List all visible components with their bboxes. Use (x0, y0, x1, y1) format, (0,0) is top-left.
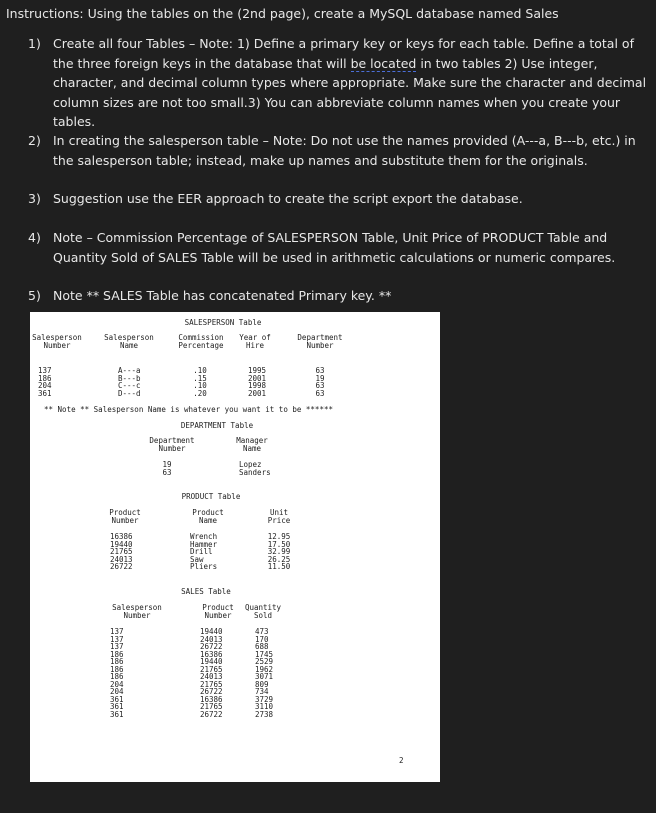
item-number: 2) (28, 133, 41, 148)
item-text: In creating the salesperson table – Note: Do not use the names provided (A---a, B---b, etc.) in the salesperson table; instead, make up names and substitute them for the originals. (53, 133, 636, 168)
cell: 170 (255, 634, 269, 644)
cell: 24013 (200, 672, 223, 681)
document-page (30, 312, 440, 782)
cell: 361 (38, 388, 52, 398)
item-text: Suggestion use the EER approach to create the script export the database. (53, 191, 523, 206)
instruction-item-2 (28, 131, 648, 170)
cell: 186 (110, 657, 124, 666)
column-header: Department (297, 333, 343, 342)
column-header: Salesperson (112, 603, 162, 612)
cell: Pliers (190, 562, 218, 571)
cell: 204 (110, 687, 124, 696)
item-number: 1) (28, 36, 41, 51)
cell: .10 (193, 381, 207, 390)
cell: 21765 (200, 679, 223, 689)
cell: 361 (110, 709, 124, 719)
cell: 17.50 (267, 539, 291, 549)
cell: 19440 (110, 539, 133, 549)
cell: 473 (255, 627, 269, 636)
cell: 24013 (110, 554, 133, 564)
cell: 26722 (200, 687, 223, 696)
cell: 21765 (110, 547, 133, 556)
cell: C---c (118, 381, 141, 390)
cell: 63 (315, 366, 325, 375)
cell: 186 (110, 649, 124, 659)
cell: 19440 (200, 627, 223, 636)
column-header: Sold (253, 611, 273, 620)
cell: 186 (110, 664, 124, 674)
cell: 2529 (255, 657, 274, 666)
cell: 1962 (255, 664, 274, 674)
cell: 16386 (200, 694, 223, 704)
column-header: Commission (178, 333, 224, 342)
cell: 137 (110, 627, 124, 636)
column-header: Unit (269, 508, 289, 517)
cell: 734 (255, 687, 269, 696)
item-number: 4) (28, 230, 41, 245)
cell: 16386 (200, 649, 223, 659)
cell: 361 (110, 702, 124, 711)
cell: 2001 (247, 373, 267, 383)
cell: 19 (315, 373, 325, 383)
cell: 137 (38, 366, 52, 375)
table-title: PRODUCT Table (181, 492, 241, 501)
cell: 137 (110, 634, 124, 644)
table-title: SALES Table (181, 587, 231, 596)
cell: 137 (110, 642, 124, 651)
cell: Drill (190, 547, 213, 556)
cell: 186 (38, 373, 52, 383)
cell: 63 (162, 467, 172, 477)
column-header: Hire (245, 341, 265, 350)
column-header: Number (123, 611, 151, 620)
cell: 26722 (110, 562, 133, 571)
column-header: Number (306, 341, 334, 350)
column-header: Product (192, 508, 224, 517)
instruction-item-1 (28, 34, 648, 132)
table-title: SALESPERSON Table (184, 318, 262, 327)
instruction-item-4 (28, 228, 648, 267)
column-header: Percentage (178, 341, 224, 350)
column-header: Price (267, 516, 291, 525)
column-header: Name (119, 341, 139, 350)
cell: 63 (315, 381, 325, 390)
cell: B---b (118, 373, 141, 383)
page-number: 2 (399, 756, 404, 765)
instruction-item-3 (28, 189, 648, 209)
cell: Saw (190, 554, 204, 564)
cell: 26.25 (267, 554, 291, 564)
cell: 26722 (200, 709, 223, 719)
column-header: Number (43, 341, 71, 350)
column-header: Quantity (244, 603, 282, 612)
cell: 21765 (200, 664, 223, 674)
cell: 688 (255, 642, 269, 651)
cell: .20 (193, 388, 207, 398)
cell: 204 (110, 679, 124, 689)
cell: Lopez (239, 460, 262, 469)
cell: 204 (38, 381, 52, 390)
column-header: Department (149, 436, 195, 445)
column-header: Salesperson (104, 333, 154, 342)
column-header: Product (202, 603, 234, 612)
cell: 3110 (255, 702, 274, 711)
cell: Sanders (239, 467, 271, 477)
table-title: DEPARTMENT Table (180, 421, 254, 430)
cell: 11.50 (267, 562, 291, 571)
cell: 1745 (255, 649, 274, 659)
cell: Hammer (190, 539, 218, 549)
cell: 1998 (247, 381, 267, 390)
cell: 24013 (200, 634, 223, 644)
cell: 186 (110, 672, 124, 681)
column-header: Number (204, 611, 232, 620)
cell: 32.99 (267, 547, 291, 556)
cell: 2001 (247, 388, 267, 398)
cell: 12.95 (267, 532, 291, 541)
cell: 21765 (200, 702, 223, 711)
item-number: 3) (28, 191, 41, 206)
cell: 19 (162, 460, 172, 469)
cell: 3729 (255, 694, 274, 704)
cell: 809 (255, 679, 269, 689)
cell: 16386 (110, 532, 133, 541)
cell: 63 (315, 388, 325, 398)
cell: .15 (193, 373, 207, 383)
item-text: Note – Commission Percentage of SALESPERSON Table, Unit Price of PRODUCT Table and Quantity Sold of SALES Table will be used in arithmetic calculations or numeric compares. (53, 230, 616, 265)
column-header: Product (109, 508, 141, 517)
item-text: Create all four Tables – Note: 1) Define a primary key or keys for each table. Define a total of the three foreign keys in the database that will be located in two tables 2) Use integer, character, and decimal column types where appropriate. Make sure the character and decimal column sizes are not too small.3) You can abbreviate column names when you create your tables. (53, 36, 647, 129)
column-header: Number (111, 516, 139, 525)
instructions-title: Instructions: Using the tables on the (2nd page), create a MySQL database named Sales (6, 6, 559, 21)
cell: A---a (118, 366, 141, 375)
cell: 1995 (247, 366, 267, 375)
cell: 19440 (200, 657, 223, 666)
column-header: Number (158, 444, 186, 453)
spellcheck-underline: be located (350, 55, 417, 71)
cell: .10 (193, 366, 207, 375)
cell: 3071 (255, 672, 274, 681)
column-header: Name (198, 516, 218, 525)
instruction-item-5 (28, 286, 648, 306)
cell: D---d (118, 388, 141, 398)
item-text: Note ** SALES Table has concatenated Primary key. ** (53, 288, 392, 303)
cell: 361 (110, 694, 124, 704)
column-header: Salesperson (32, 333, 82, 342)
cell: Wrench (190, 532, 218, 541)
cell: 2738 (255, 709, 274, 719)
column-header: Name (242, 444, 262, 453)
column-header: Manager (236, 436, 268, 445)
cell: 26722 (200, 642, 223, 651)
item-number: 5) (28, 288, 41, 303)
table-note: ** Note ** Salesperson Name is whatever you want it to be ****** (44, 405, 333, 414)
column-header: Year of (239, 333, 271, 342)
